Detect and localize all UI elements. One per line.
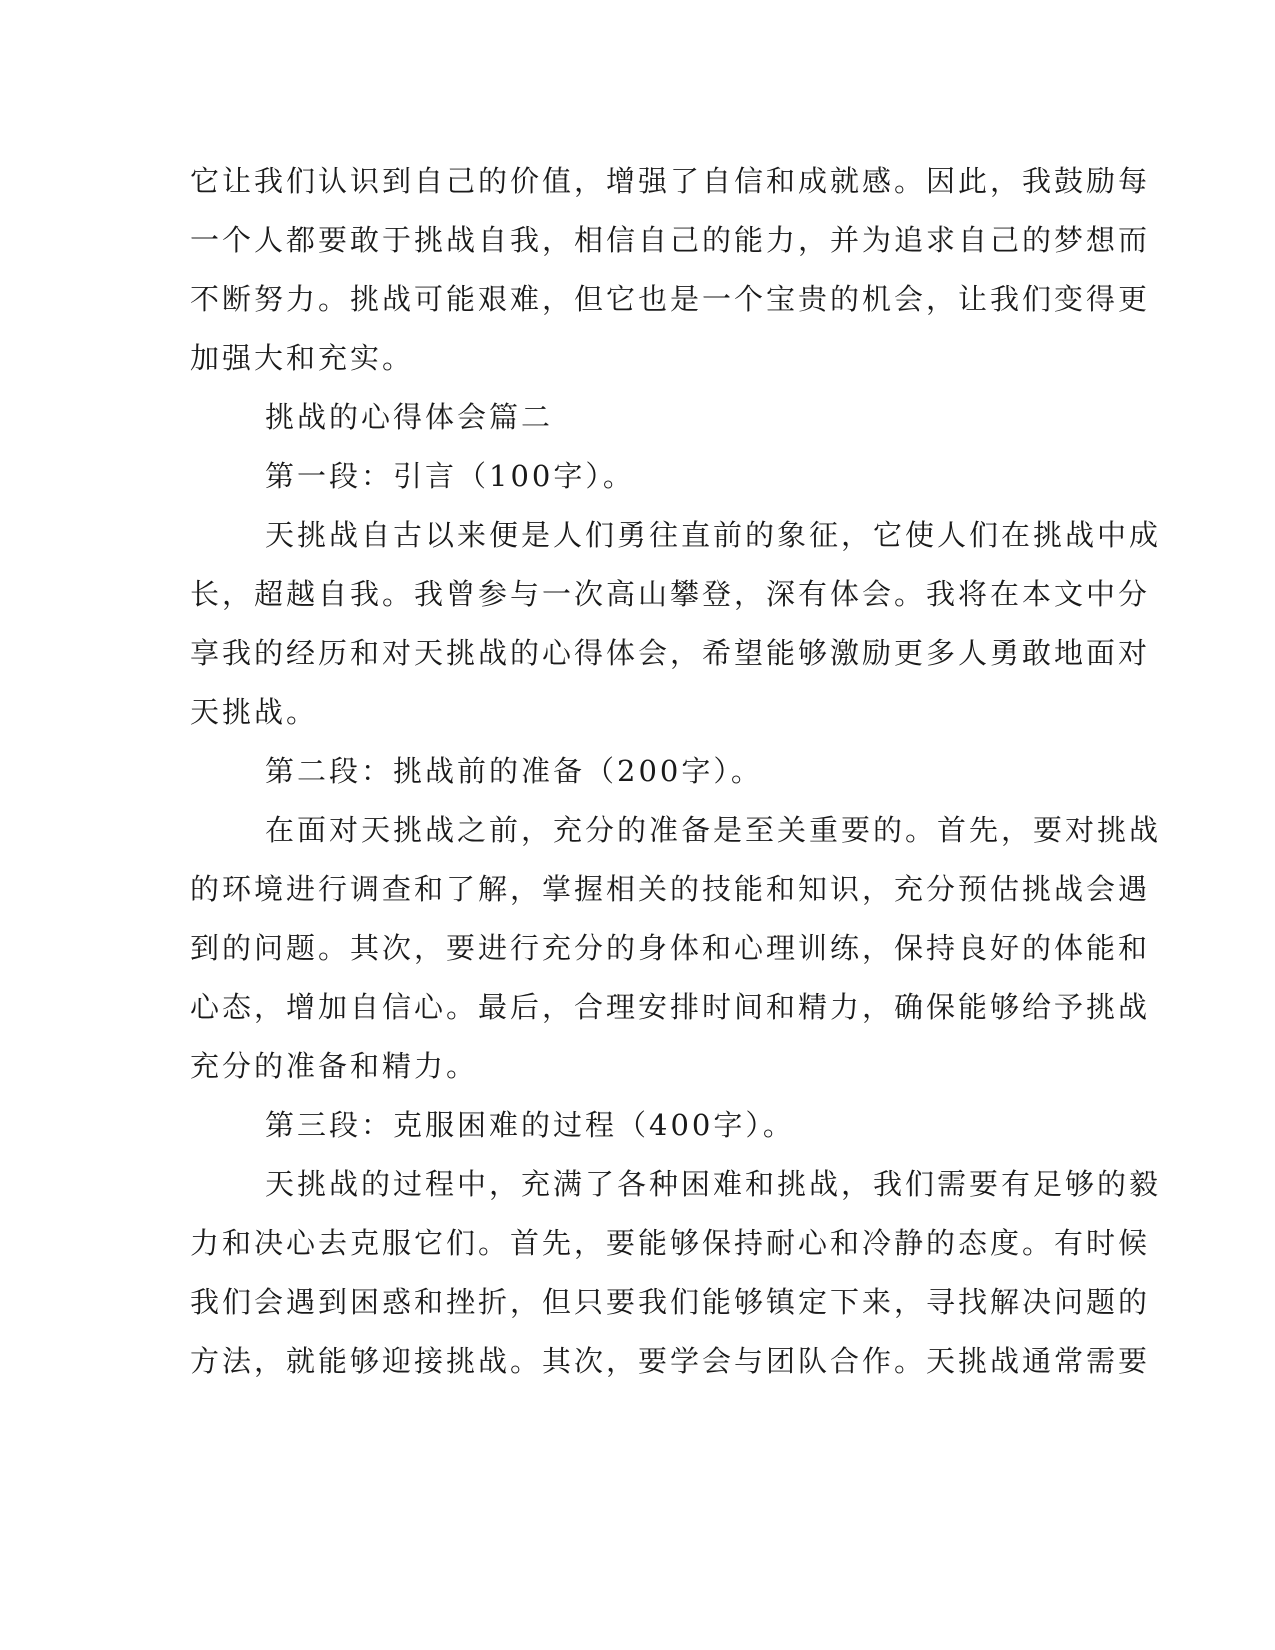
text-line: 天挑战的过程中，充满了各种困难和挑战，我们需要有足够的毅 [265,1167,1162,1201]
text-line: 享我的经历和对天挑战的心得体会，希望能够激励更多人勇敢地面对 [190,636,1151,670]
text-line: 它让我们认识到自己的价值，增强了自信和成就感。因此，我鼓励每 [190,164,1151,198]
paragraph-heading: 第三段：克服困难的过程（400字）。 [265,1108,795,1142]
text-line: 的环境进行调查和了解，掌握相关的技能和知识，充分预估挑战会遇 [190,872,1151,906]
text-line: 我们会遇到困惑和挫折，但只要我们能够镇定下来，寻找解决问题的 [190,1285,1151,1319]
text-line: 天挑战。 [190,695,319,729]
paragraph-heading: 第一段：引言（100字）。 [265,459,635,493]
section-heading: 挑战的心得体会篇二 [265,400,554,434]
text-line: 心态，增加自信心。最后，合理安排时间和精力，确保能够给予挑战 [190,990,1151,1024]
text-line: 在面对天挑战之前，充分的准备是至关重要的。首先，要对挑战 [265,813,1162,847]
text-line: 不断努力。挑战可能艰难，但它也是一个宝贵的机会，让我们变得更 [190,282,1151,316]
text-line: 天挑战自古以来便是人们勇往直前的象征，它使人们在挑战中成 [265,518,1162,552]
text-line: 长，超越自我。我曾参与一次高山攀登，深有体会。我将在本文中分 [190,577,1151,611]
text-line: 方法，就能够迎接挑战。其次，要学会与团队合作。天挑战通常需要 [190,1344,1151,1378]
text-line: 充分的准备和精力。 [190,1049,479,1083]
text-line: 加强大和充实。 [190,341,415,375]
paragraph-heading: 第二段：挑战前的准备（200字）。 [265,754,763,788]
text-line: 一个人都要敢于挑战自我，相信自己的能力，并为追求自己的梦想而 [190,223,1151,257]
text-line: 力和决心去克服它们。首先，要能够保持耐心和冷静的态度。有时候 [190,1226,1151,1260]
text-line: 到的问题。其次，要进行充分的身体和心理训练，保持良好的体能和 [190,931,1151,965]
